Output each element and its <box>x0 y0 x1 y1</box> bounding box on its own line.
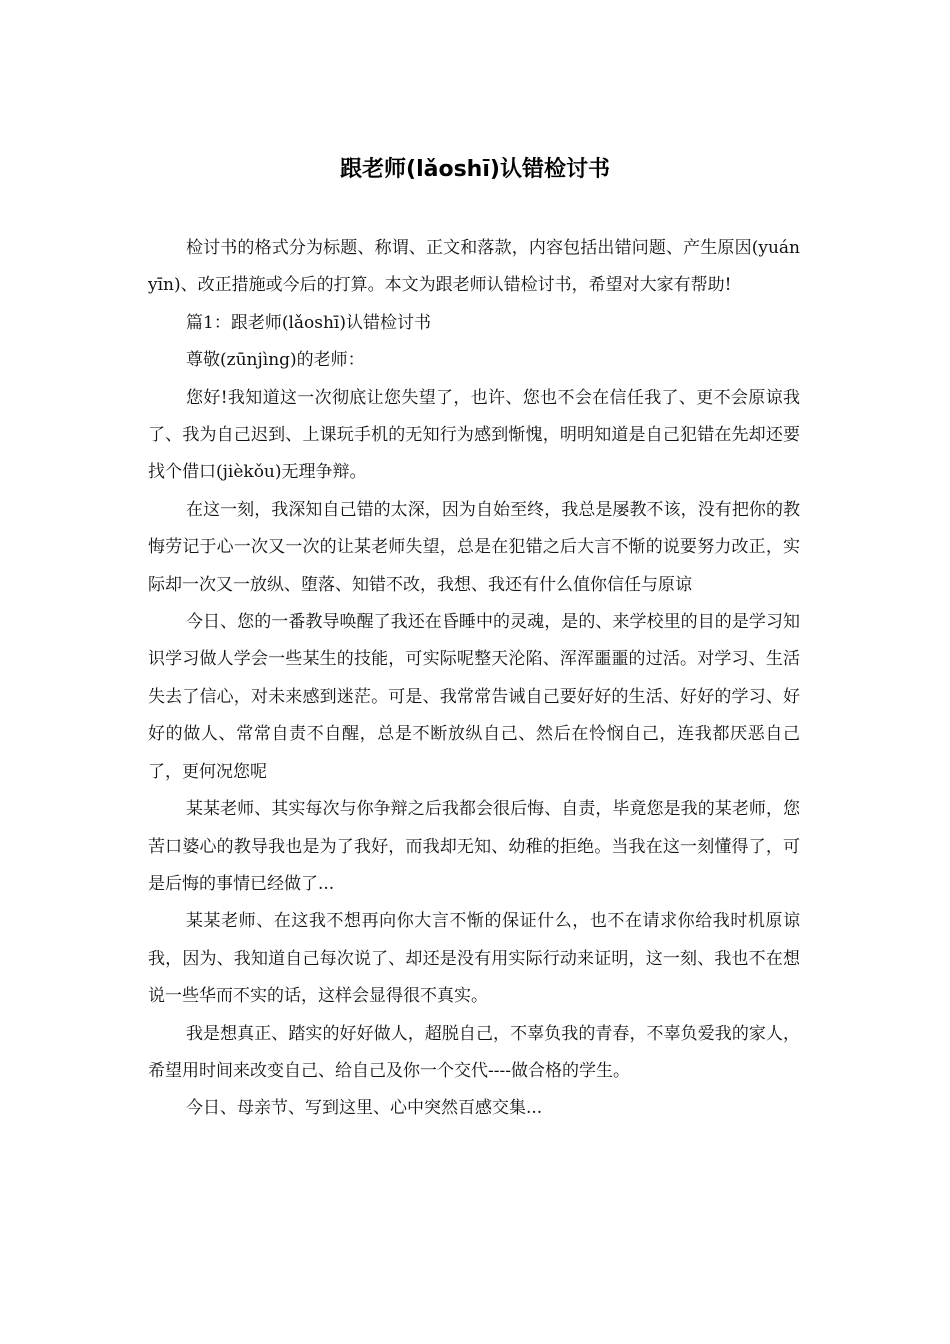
body-paragraph: 今日、您的一番教导唤醒了我还在昏睡中的灵魂，是的、来学校里的目的是学习知识学习做人学会一些某生的技能，可实际呢整天沦陷、浑浑噩噩的过活。对学习、生活失去了信心，对未来感到迷茫。可是、我常常告诫自己要好好的生活、好好的学习、好好的做人、常常自责不自醒，总是不断放纵自己、然后在怜悯自己，连我都厌恶自己了，更何况您呢 <box>148 612 800 782</box>
document-title: 跟老师(lǎoshī)认错检讨书 <box>340 157 610 182</box>
body-paragraph: 某某老师、其实每次与你争辩之后我都会很后悔、自责，毕竟您是我的某老师，您苦口婆心的教导我也是为了我好，而我却无知、幼稚的拒绝。当我在这一刻懂得了，可是后悔的事情已经做了... <box>148 799 800 894</box>
intro-paragraph: 检讨书的格式分为标题、称谓、正文和落款，内容包括出错问题、产生原因(yuányīn)、改正措施或今后的打算。本文为跟老师认错检讨书，希望对大家有帮助! <box>148 238 800 296</box>
body-paragraph: 我是想真正、踏实的好好做人，超脱自己，不辜负我的青春，不辜负爱我的家人，希望用时间来改变自己、给自己及你一个交代----做合格的学生。 <box>148 1023 800 1081</box>
body-paragraph: 您好!我知道这一次彻底让您失望了，也许、您也不会在信任我了、更不会原谅我了、我为自己迟到、上课玩手机的无知行为感到惭愧，明明知道是自己犯错在先却还要找个借口(jièkǒu)无理争辩。 <box>148 387 800 483</box>
body-paragraph: 某某老师、在这我不想再向你大言不惭的保证什么，也不在请求你给我时机原谅我，因为、我知道自己每次说了、却还是没有用实际行动来证明，这一刻、我也不在想说一些华而不实的话，这样会显得很不真实。 <box>148 911 800 1007</box>
body-paragraph: 在这一刻，我深知自己错的太深，因为自始至终，我总是屡教不该，没有把你的教悔劳记于心一次又一次的让某老师失望，总是在犯错之后大言不惭的说要努力改正，实际却一次又一放纵、堕落、知错不改，我想、我还有什么值你信任与原谅 <box>148 499 800 595</box>
document-body <box>148 230 800 1128</box>
body-paragraph: 今日、母亲节、写到这里、心中突然百感交集... <box>186 1098 543 1119</box>
section-heading: 篇1：跟老师(lǎoshī)认错检讨书 <box>186 312 431 333</box>
salutation: 尊敬(zūnjìng)的老师： <box>186 350 365 371</box>
